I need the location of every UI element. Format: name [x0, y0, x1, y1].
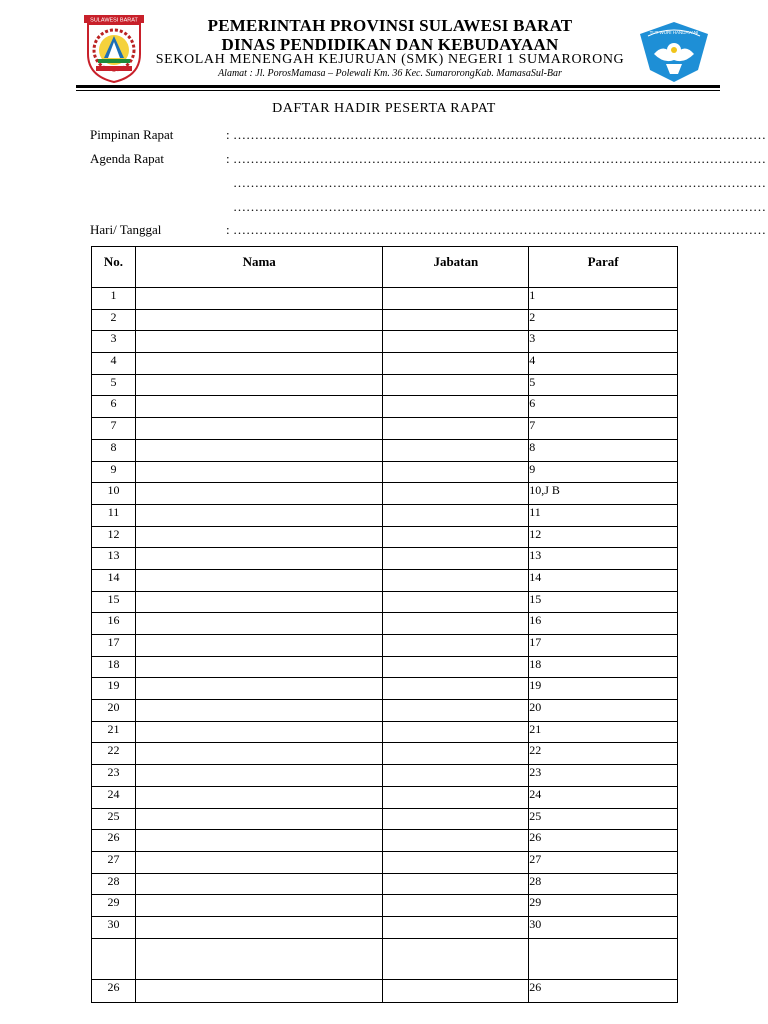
row-number: 23: [92, 765, 136, 787]
jabatan-cell[interactable]: [383, 418, 529, 440]
paraf-cell[interactable]: 30: [529, 916, 678, 938]
table-row: [92, 374, 678, 396]
pimpinan-rapat-colon: :: [226, 127, 230, 142]
row-number: 10: [92, 483, 136, 505]
jabatan-cell[interactable]: [383, 504, 529, 526]
logo-left-text: SULAWESI BARAT: [90, 17, 138, 24]
table-row: [92, 979, 678, 1002]
table-row: [92, 635, 678, 657]
document-title: DAFTAR HADIR PESERTA RAPAT: [272, 101, 496, 116]
paraf-cell[interactable]: 3: [529, 331, 678, 353]
nama-cell[interactable]: [135, 483, 383, 505]
table-row: [92, 656, 678, 678]
nama-cell[interactable]: [135, 721, 383, 743]
row-number: 20: [92, 700, 136, 722]
nama-cell[interactable]: [135, 635, 383, 657]
table-row: [92, 721, 678, 743]
jabatan-cell[interactable]: [383, 396, 529, 418]
jabatan-cell[interactable]: [383, 678, 529, 700]
jabatan-cell[interactable]: [383, 635, 529, 657]
logo-right-text: TUT WURI HANDAYANI: [649, 30, 699, 35]
letterhead-line-2: DINAS PENDIDIKAN DAN KEBUDAYAAN: [221, 35, 559, 54]
paraf-cell[interactable]: 16: [529, 613, 678, 635]
letterhead-rule-thick: [76, 85, 720, 88]
table-row: [92, 288, 678, 310]
nama-cell[interactable]: [135, 851, 383, 873]
paraf-cell[interactable]: 29: [529, 895, 678, 917]
header-nama: Nama: [135, 247, 383, 288]
nama-cell[interactable]: [135, 678, 383, 700]
jabatan-cell[interactable]: [383, 331, 529, 353]
jabatan-cell[interactable]: [383, 721, 529, 743]
row-number: 18: [92, 656, 136, 678]
agenda-rapat-colon: :: [226, 151, 230, 166]
paraf-cell[interactable]: 6: [529, 396, 678, 418]
jabatan-cell[interactable]: [383, 613, 529, 635]
table-row: [92, 700, 678, 722]
jabatan-cell[interactable]: [383, 483, 529, 505]
paraf-cell[interactable]: 1: [529, 288, 678, 310]
row-number: 28: [92, 873, 136, 895]
agenda-rapat-field-2[interactable]: ……………………………………………………………………………………………………………: [233, 175, 766, 190]
paraf-cell[interactable]: 22: [529, 743, 678, 765]
agenda-rapat-field-3[interactable]: ……………………………………………………………………………………………………………: [233, 199, 766, 214]
table-row: [92, 418, 678, 440]
jabatan-cell[interactable]: [383, 591, 529, 613]
nama-cell[interactable]: [135, 830, 383, 852]
nama-cell[interactable]: [135, 895, 383, 917]
row-number: 30: [92, 916, 136, 938]
table-row: [92, 895, 678, 917]
jabatan-cell[interactable]: [383, 439, 529, 461]
jabatan-cell[interactable]: [383, 979, 529, 1002]
paraf-cell[interactable]: 15: [529, 591, 678, 613]
jabatan-cell[interactable]: [383, 765, 529, 787]
paraf-cell[interactable]: [529, 938, 678, 979]
jabatan-cell[interactable]: [383, 851, 529, 873]
paraf-cell[interactable]: 24: [529, 786, 678, 808]
nama-cell[interactable]: [135, 309, 383, 331]
paraf-cell[interactable]: 20: [529, 700, 678, 722]
paraf-cell[interactable]: 12: [529, 526, 678, 548]
nama-cell[interactable]: [135, 656, 383, 678]
jabatan-cell[interactable]: [383, 916, 529, 938]
paraf-cell[interactable]: 14: [529, 569, 678, 591]
row-number: 21: [92, 721, 136, 743]
nama-cell[interactable]: [135, 504, 383, 526]
jabatan-cell[interactable]: [383, 374, 529, 396]
row-number: 8: [92, 439, 136, 461]
paraf-cell[interactable]: 17: [529, 635, 678, 657]
attendance-table: [91, 246, 678, 1003]
table-row: [92, 309, 678, 331]
paraf-cell[interactable]: 5: [529, 374, 678, 396]
nama-cell[interactable]: [135, 808, 383, 830]
letterhead-rule-thin: [76, 90, 720, 91]
table-row: [92, 743, 678, 765]
table-row: [92, 678, 678, 700]
row-number: 19: [92, 678, 136, 700]
table-row: [92, 851, 678, 873]
row-number: 7: [92, 418, 136, 440]
jabatan-cell[interactable]: [383, 873, 529, 895]
letterhead-address: Alamat : Jl. PorosMamasa – Polewali Km. 36 Kec. SumarorongKab. MamasaSul-Bar: [218, 68, 562, 79]
paraf-cell[interactable]: 2: [529, 309, 678, 331]
jabatan-cell[interactable]: [383, 786, 529, 808]
nama-cell[interactable]: [135, 418, 383, 440]
paraf-cell[interactable]: 7: [529, 418, 678, 440]
nama-cell[interactable]: [135, 331, 383, 353]
paraf-cell[interactable]: 21: [529, 721, 678, 743]
paraf-cell[interactable]: 9: [529, 461, 678, 483]
table-row: [92, 830, 678, 852]
agenda-rapat-label: Agenda Rapat: [90, 151, 165, 166]
table-row: [92, 526, 678, 548]
table-row: [92, 504, 678, 526]
nama-cell[interactable]: [135, 873, 383, 895]
paraf-cell[interactable]: 28: [529, 873, 678, 895]
table-row: [92, 331, 678, 353]
nama-cell[interactable]: [135, 786, 383, 808]
nama-cell[interactable]: [135, 374, 383, 396]
header-no: No.: [92, 247, 136, 288]
header-jabatan: Jabatan: [383, 247, 529, 288]
table-row: [92, 548, 678, 570]
jabatan-cell[interactable]: [383, 938, 529, 979]
nama-cell[interactable]: [135, 700, 383, 722]
hari-tanggal-colon: :: [226, 222, 230, 237]
row-number: 26: [92, 979, 136, 1002]
jabatan-cell[interactable]: [383, 309, 529, 331]
jabatan-cell[interactable]: [383, 569, 529, 591]
row-number: 3: [92, 331, 136, 353]
jabatan-cell[interactable]: [383, 743, 529, 765]
table-row: [92, 396, 678, 418]
row-number: 16: [92, 613, 136, 635]
jabatan-cell[interactable]: [383, 461, 529, 483]
row-number: 25: [92, 808, 136, 830]
paraf-cell[interactable]: 8: [529, 439, 678, 461]
nama-cell[interactable]: [135, 938, 383, 979]
nama-cell[interactable]: [135, 396, 383, 418]
row-number: 5: [92, 374, 136, 396]
table-row: [92, 765, 678, 787]
row-number: 15: [92, 591, 136, 613]
nama-cell[interactable]: [135, 743, 383, 765]
paraf-cell[interactable]: 18: [529, 656, 678, 678]
letterhead-line-3: SEKOLAH MENENGAH KEJURUAN (SMK) NEGERI 1 SUMARORONG: [155, 52, 625, 67]
jabatan-cell[interactable]: [383, 808, 529, 830]
row-number: 17: [92, 635, 136, 657]
row-number: 14: [92, 569, 136, 591]
jabatan-cell[interactable]: [383, 548, 529, 570]
jabatan-cell[interactable]: [383, 353, 529, 375]
jabatan-cell[interactable]: [383, 288, 529, 310]
agenda-rapat-field-1[interactable]: ……………………………………………………………………………………………………………: [233, 151, 766, 166]
row-number: 4: [92, 353, 136, 375]
row-number: 2: [92, 309, 136, 331]
jabatan-cell[interactable]: [383, 895, 529, 917]
jabatan-cell[interactable]: [383, 700, 529, 722]
nama-cell[interactable]: [135, 916, 383, 938]
paraf-cell[interactable]: 27: [529, 851, 678, 873]
nama-cell[interactable]: [135, 439, 383, 461]
letterhead-line-1: PEMERINTAH PROVINSI SULAWESI BARAT: [207, 16, 573, 35]
table-row: [92, 569, 678, 591]
row-number-blank: [92, 938, 136, 979]
paraf-cell[interactable]: 10,J B: [529, 483, 678, 505]
row-number: 1: [92, 288, 136, 310]
paraf-cell[interactable]: 13: [529, 548, 678, 570]
nama-cell[interactable]: [135, 979, 383, 1002]
table-row: [92, 786, 678, 808]
nama-cell[interactable]: [135, 591, 383, 613]
nama-cell[interactable]: [135, 461, 383, 483]
row-number: 29: [92, 895, 136, 917]
row-number: 22: [92, 743, 136, 765]
row-number: 27: [92, 851, 136, 873]
paraf-cell[interactable]: 25: [529, 808, 678, 830]
row-number: 11: [92, 504, 136, 526]
row-number: 26: [92, 830, 136, 852]
table-row: [92, 916, 678, 938]
table-row: [92, 353, 678, 375]
jabatan-cell[interactable]: [383, 656, 529, 678]
paraf-cell[interactable]: 26: [529, 979, 678, 1002]
nama-cell[interactable]: [135, 526, 383, 548]
jabatan-cell[interactable]: [383, 526, 529, 548]
table-row: [92, 613, 678, 635]
nama-cell[interactable]: [135, 765, 383, 787]
pimpinan-rapat-field[interactable]: ……………………………………………………………………………………………………………: [233, 127, 766, 142]
row-number: 24: [92, 786, 136, 808]
table-row: [92, 461, 678, 483]
nama-cell[interactable]: [135, 288, 383, 310]
hari-tanggal-field[interactable]: ……………………………………………………………………………………………………………: [233, 222, 766, 237]
paraf-cell[interactable]: 23: [529, 765, 678, 787]
pimpinan-rapat-label: Pimpinan Rapat: [90, 127, 174, 142]
table-row-blank: [92, 938, 678, 979]
row-number: 13: [92, 548, 136, 570]
table-row: [92, 483, 678, 505]
nama-cell[interactable]: [135, 569, 383, 591]
table-row: [92, 439, 678, 461]
row-number: 6: [92, 396, 136, 418]
row-number: 12: [92, 526, 136, 548]
table-body: [92, 288, 678, 1003]
row-number: 9: [92, 461, 136, 483]
nama-cell[interactable]: [135, 353, 383, 375]
table-row: [92, 591, 678, 613]
table-row: [92, 873, 678, 895]
paraf-cell[interactable]: 26: [529, 830, 678, 852]
paraf-cell[interactable]: 4: [529, 353, 678, 375]
paraf-cell[interactable]: 19: [529, 678, 678, 700]
hari-tanggal-label: Hari/ Tanggal: [90, 222, 162, 237]
nama-cell[interactable]: [135, 548, 383, 570]
nama-cell[interactable]: [135, 613, 383, 635]
paraf-cell[interactable]: 11: [529, 504, 678, 526]
jabatan-cell[interactable]: [383, 830, 529, 852]
table-row: [92, 808, 678, 830]
table-header-row: [92, 247, 678, 288]
header-paraf: Paraf: [529, 247, 678, 288]
